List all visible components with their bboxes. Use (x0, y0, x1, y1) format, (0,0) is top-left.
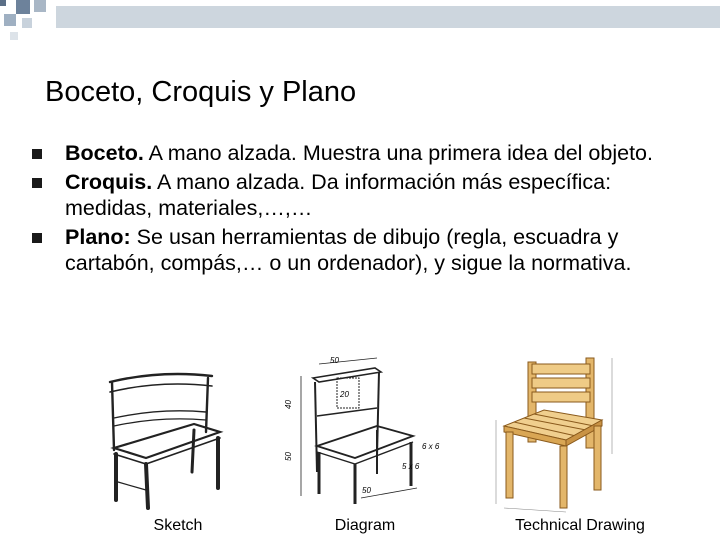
bullet-square-icon (32, 178, 42, 188)
figure-caption: Technical Drawing (515, 517, 645, 534)
figure-caption: Sketch (153, 517, 203, 534)
dimension-label: 50 (362, 486, 371, 495)
dimension-label: 40 (283, 400, 293, 409)
bullet-text: A mano alzada. Muestra una primera idea del objeto. (143, 141, 653, 165)
bullet-item-boceto (30, 140, 670, 167)
dimension-label: 6 x 6 (422, 442, 440, 451)
dimension-label: 50 (283, 452, 293, 461)
bullet-square-icon (32, 233, 42, 243)
figure-caption: Diagram (334, 517, 396, 534)
wooden-chair-drawing-icon (490, 354, 620, 514)
chair-sketch-icon (100, 362, 240, 512)
bullet-term: Boceto. (65, 141, 144, 165)
bullet-square-icon (32, 149, 42, 159)
bullet-item-plano (30, 224, 670, 277)
bullet-text: Se usan herramientas de dibujo (regla, escuadra y cartabón, compás,… o un ordenador), y sigue la normativa. (65, 224, 632, 275)
bullet-list (30, 140, 670, 279)
bullet-term: Croquis. (65, 169, 153, 194)
dimension-label: 50 (330, 356, 339, 365)
bullet-term: Plano: (65, 224, 131, 249)
header-decoration (0, 0, 720, 48)
dimension-label: 20 (340, 390, 349, 399)
dimension-label: 5 x 6 (402, 462, 420, 471)
slide-title: Boceto, Croquis y Plano (45, 76, 357, 108)
bullet-text: A mano alzada. Da información más específica: medidas, materiales,…,… (65, 169, 612, 220)
bullet-item-croquis (30, 169, 670, 222)
